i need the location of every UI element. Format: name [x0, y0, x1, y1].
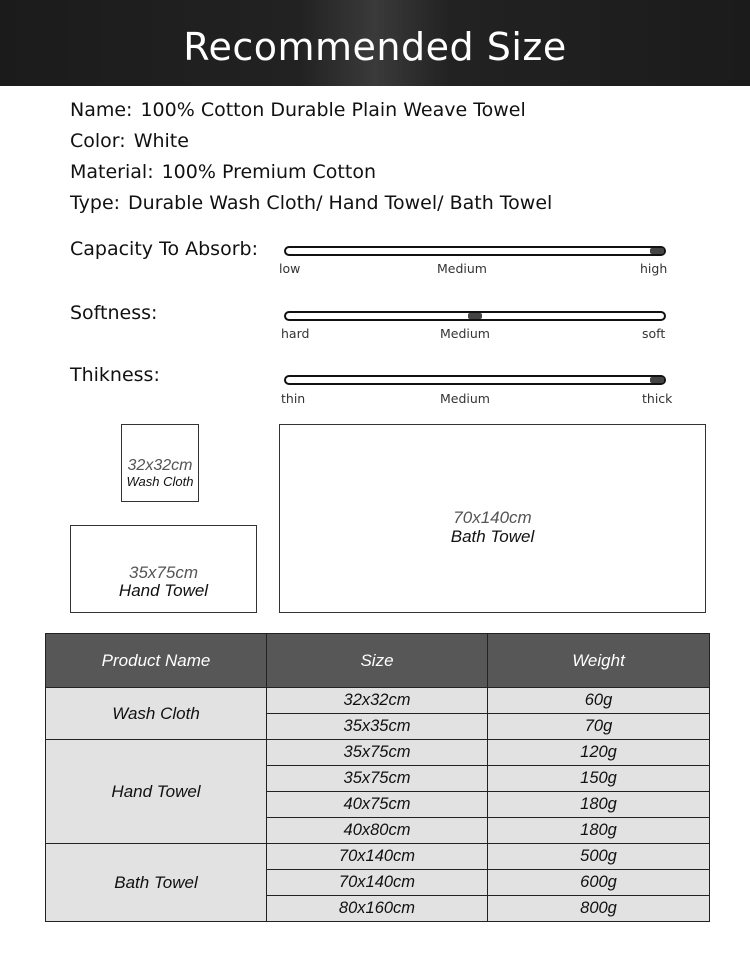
header-size: Size	[267, 634, 488, 688]
header-banner	[0, 0, 750, 86]
absorb-label: Capacity To Absorb:	[70, 238, 258, 260]
softness-label: Softness:	[70, 302, 158, 324]
info-value: 100% Premium Cotton	[161, 161, 376, 183]
header-weight: Weight	[488, 634, 710, 688]
softness-high: soft	[642, 326, 666, 341]
weight-cell: 180g	[488, 792, 710, 818]
size-name: Hand Towel	[118, 581, 209, 600]
softness-mid: Medium	[440, 326, 490, 341]
info-value: 100% Cotton Durable Plain Weave Towel	[140, 99, 526, 121]
softness-scale	[284, 311, 666, 321]
size-name: Wash Cloth	[126, 474, 194, 489]
thickness-label: Thikness:	[70, 364, 160, 386]
bath-towel-size-box	[279, 424, 706, 613]
hand-towel-size-box	[70, 525, 257, 613]
weight-cell: 600g	[488, 870, 710, 896]
page-title: Recommended Size	[183, 25, 567, 69]
product-cell: Hand Towel	[46, 740, 267, 844]
info-material	[70, 161, 376, 183]
size-dimension: 35x75cm	[129, 563, 198, 582]
info-color	[70, 130, 189, 152]
absorb-scale	[284, 246, 666, 256]
size-cell: 80x160cm	[267, 896, 488, 922]
size-cell: 32x32cm	[267, 688, 488, 714]
size-cell: 70x140cm	[267, 870, 488, 896]
wash-cloth-size-box	[121, 424, 199, 502]
table-row	[46, 844, 710, 870]
weight-cell: 180g	[488, 818, 710, 844]
info-label: Color:	[70, 130, 126, 152]
weight-cell: 150g	[488, 766, 710, 792]
size-cell: 35x75cm	[267, 740, 488, 766]
table-row	[46, 740, 710, 766]
absorb-marker	[650, 248, 664, 254]
table-row	[46, 688, 710, 714]
size-cell: 35x35cm	[267, 714, 488, 740]
thickness-high: thick	[642, 391, 673, 406]
size-dimension: 32x32cm	[127, 457, 193, 474]
size-dimension: 70x140cm	[453, 508, 532, 527]
thickness-scale	[284, 375, 666, 385]
absorb-mid: Medium	[437, 261, 487, 276]
weight-cell: 60g	[488, 688, 710, 714]
size-cell: 40x80cm	[267, 818, 488, 844]
thickness-mid: Medium	[440, 391, 490, 406]
info-value: White	[133, 130, 189, 152]
weight-cell: 70g	[488, 714, 710, 740]
size-weight-table	[45, 633, 710, 922]
table-header-row	[46, 634, 710, 688]
info-value: Durable Wash Cloth/ Hand Towel/ Bath Towel	[128, 192, 553, 214]
info-label: Name:	[70, 99, 133, 121]
info-label: Material:	[70, 161, 154, 183]
info-type	[70, 192, 552, 214]
size-cell: 35x75cm	[267, 766, 488, 792]
weight-cell: 800g	[488, 896, 710, 922]
product-cell: Wash Cloth	[46, 688, 267, 740]
absorb-low: low	[279, 261, 301, 276]
softness-low: hard	[281, 326, 310, 341]
weight-cell: 500g	[488, 844, 710, 870]
absorb-high: high	[640, 261, 668, 276]
info-name	[70, 99, 526, 121]
thickness-marker	[650, 377, 664, 383]
thickness-low: thin	[281, 391, 306, 406]
softness-marker	[468, 313, 482, 319]
product-cell: Bath Towel	[46, 844, 267, 922]
header-product-name: Product Name	[46, 634, 267, 688]
size-cell: 70x140cm	[267, 844, 488, 870]
size-name: Bath Towel	[450, 527, 535, 546]
size-cell: 40x75cm	[267, 792, 488, 818]
info-label: Type:	[70, 192, 121, 214]
weight-cell: 120g	[488, 740, 710, 766]
